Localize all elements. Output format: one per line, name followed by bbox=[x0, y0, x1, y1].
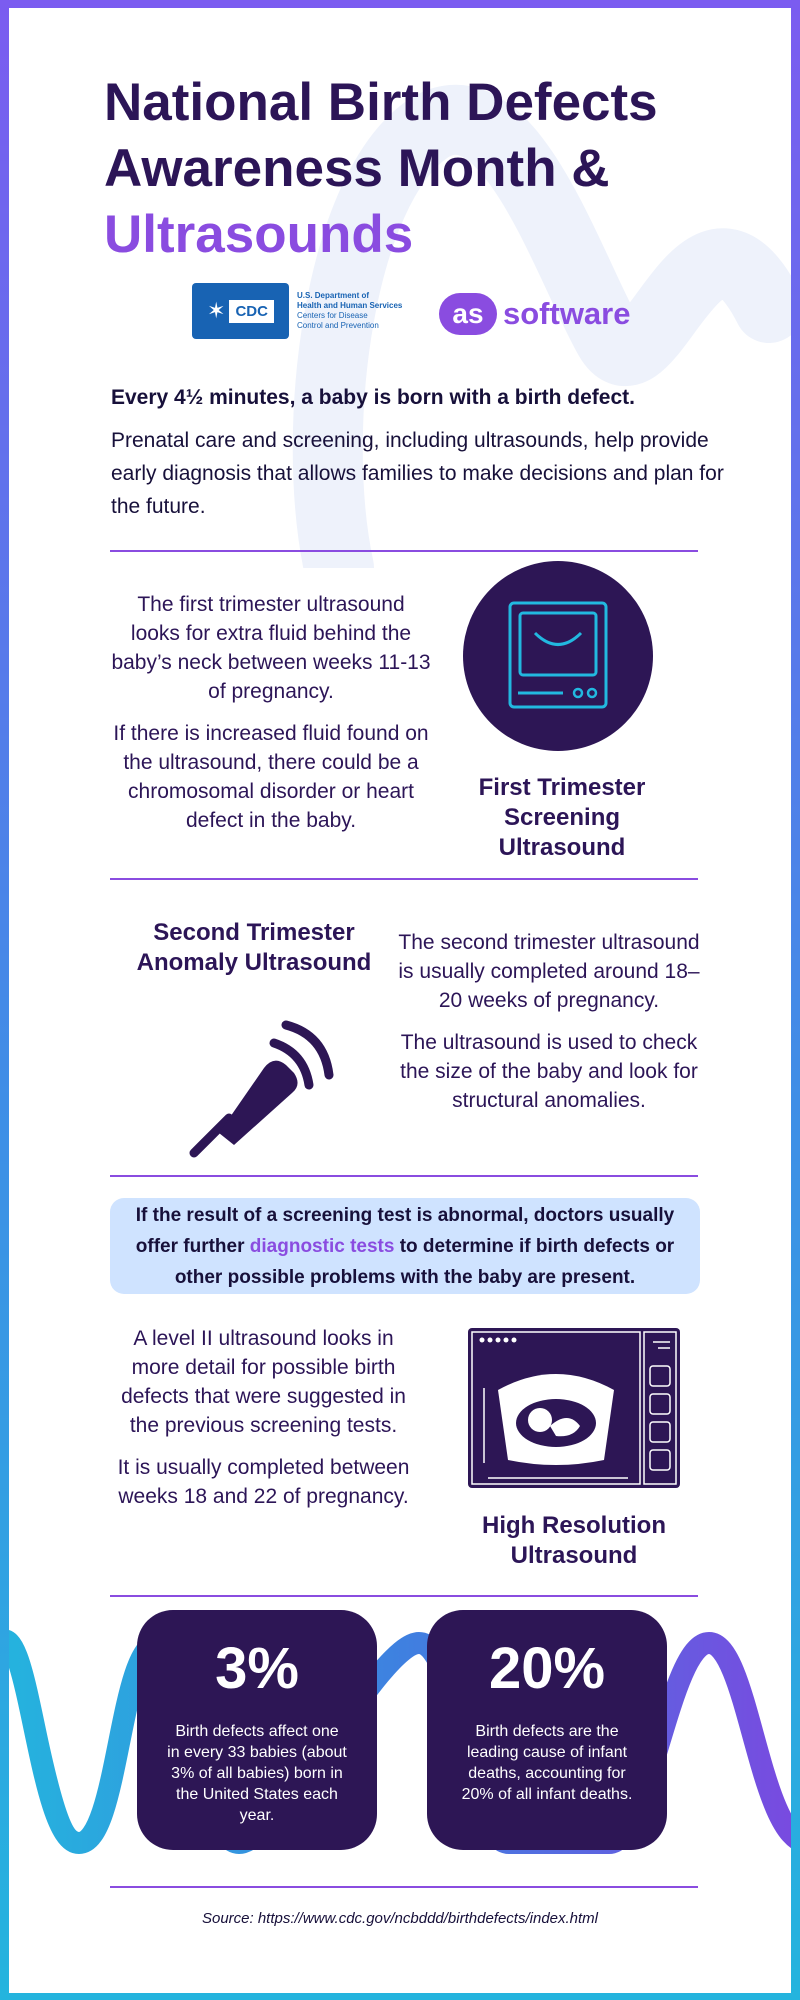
stat-description: Birth defects affect one in every 33 babies (about 3% of all babies) born in the United States each year. bbox=[167, 1723, 347, 1824]
intro-headline: Every 4½ minutes, a baby is born with a birth defect. bbox=[111, 386, 635, 409]
section-divider bbox=[110, 1175, 698, 1177]
stat-card-20-percent bbox=[427, 1610, 667, 1850]
cdc-logo-text bbox=[297, 291, 407, 331]
fetal-ultrasound-screen-icon bbox=[468, 1328, 680, 1493]
as-software-logo bbox=[439, 293, 630, 335]
stat-value: 3% bbox=[215, 1636, 299, 1701]
cdc-line-2: Health and Human Services bbox=[297, 301, 403, 310]
cdc-badge-text: CDC bbox=[229, 300, 274, 323]
as-badge: as bbox=[439, 293, 497, 335]
callout-text-before: If the result of a screening test is abnormal, doctors usually offer further bbox=[135, 1204, 675, 1257]
source-citation: Source: https://www.cdc.gov/ncbddd/birthdefects/index.html bbox=[201, 1910, 599, 1927]
title-line-2: Awareness Month & bbox=[104, 139, 610, 198]
stat-card-3-percent bbox=[137, 1610, 377, 1850]
section-divider bbox=[110, 878, 698, 880]
cdc-line-1: U.S. Department of bbox=[297, 291, 370, 300]
cdc-line-4: Control and Prevention bbox=[297, 321, 379, 330]
stat-description: Birth defects are the leading cause of infant deaths, accounting for 20% of all infant deaths. bbox=[461, 1723, 633, 1803]
high-resolution-para-2: It is usually completed between weeks 18 and 22 of pregnancy. bbox=[117, 1456, 410, 1508]
callout-text-after: to determine if birth defects or other possible problems with the baby are present. bbox=[174, 1235, 675, 1288]
hhs-eagle-icon: ✶ bbox=[207, 298, 226, 323]
first-trimester-heading: First Trimester Screening Ultrasound bbox=[478, 774, 646, 861]
intro-section bbox=[111, 386, 731, 523]
title-line-1: National Birth Defects bbox=[104, 73, 658, 132]
title-accent: Ultrasounds bbox=[104, 205, 414, 264]
diagnostic-tests-link[interactable]: diagnostic tests bbox=[249, 1235, 395, 1257]
high-resolution-text bbox=[111, 1324, 416, 1524]
page-title bbox=[104, 70, 724, 268]
ultrasound-monitor-icon bbox=[463, 561, 653, 751]
as-wordmark: software bbox=[503, 296, 631, 331]
second-trimester-text bbox=[389, 928, 709, 1128]
bottom-wave-decoration bbox=[9, 1603, 791, 1873]
intro-body: Prenatal care and screening, including ultrasounds, help provide early diagnosis that allows families to make decisions and plan for the future. bbox=[111, 429, 724, 518]
first-trimester-para-1: The first trimester ultrasound looks for extra fluid behind the baby’s neck between weeks 11-13 of pregnancy. bbox=[111, 593, 431, 703]
cdc-logo bbox=[192, 283, 407, 339]
section-divider bbox=[110, 1886, 698, 1888]
ultrasound-probe-icon bbox=[174, 1013, 334, 1168]
cdc-badge bbox=[192, 283, 289, 339]
high-resolution-heading: High Resolution Ultrasound bbox=[482, 1512, 666, 1569]
stat-value: 20% bbox=[488, 1636, 606, 1701]
second-trimester-para-2: The ultrasound is used to check the size of the baby and look for structural anomalies. bbox=[400, 1031, 698, 1112]
second-trimester-heading: Second Trimester Anomaly Ultrasound bbox=[136, 919, 372, 976]
diagnostic-tests-callout bbox=[110, 1198, 700, 1294]
high-resolution-para-1: A level II ultrasound looks in more detail for possible birth defects that were suggested in the previous screening tests. bbox=[121, 1327, 406, 1437]
section-divider bbox=[110, 550, 698, 552]
second-trimester-para-1: The second trimester ultrasound is usually completed around 18–20 weeks of pregnancy. bbox=[398, 931, 700, 1012]
first-trimester-text bbox=[111, 590, 431, 848]
section-divider bbox=[110, 1595, 698, 1597]
cdc-line-3: Centers for Disease bbox=[297, 311, 368, 320]
first-trimester-para-2: If there is increased fluid found on the ultrasound, there could be a chromosomal disorder or heart defect in the baby. bbox=[113, 722, 429, 832]
infographic-page bbox=[9, 8, 791, 1993]
